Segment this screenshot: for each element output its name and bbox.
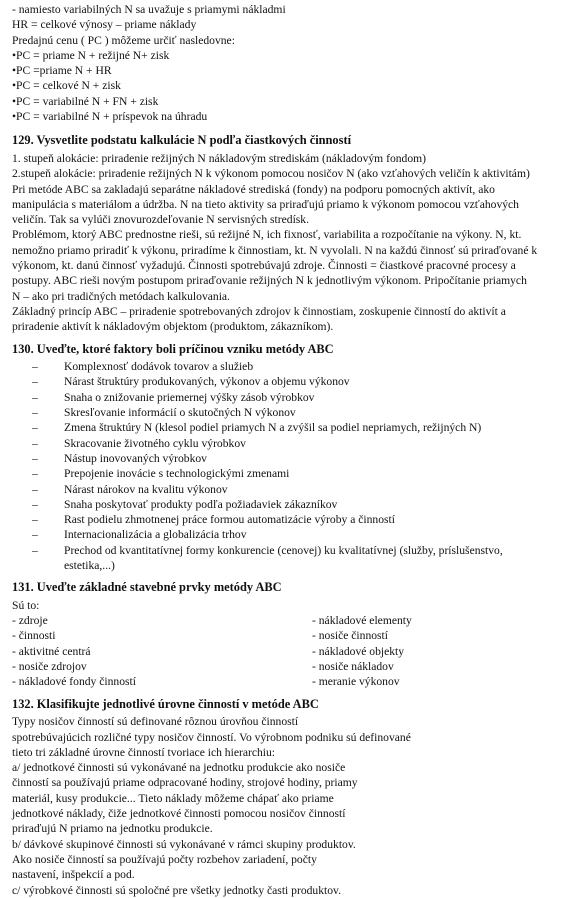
list-item: – Skracovanie životného cyklu výrobkov — [32, 436, 553, 451]
list-item: – Snaha o znižovanie priemernej výšky zásob výrobkov — [32, 390, 553, 405]
text-line: Problémom, ktorý ABC prednostne rieši, sú režijné N, ich fixnosť, variabilita a rozpočítanie na výkony. N, kt. — [12, 228, 522, 242]
element-item: - nosiče činností — [312, 629, 388, 643]
text-line: a/ jednotkové činnosti sú vykonávané na jednotku produkcie ako nosiče — [12, 761, 346, 775]
element-item: - nákladové elementy — [312, 614, 412, 628]
text-line: činností sa používajú priame odpracované hodiny, strojové hodiny, priamy — [12, 776, 358, 790]
text-line: nemožno priamo priradiť k výkonu, priradíme k činnostiam, kt. N vyvolali. N na každú činnosť sú priraďované k — [12, 243, 538, 257]
text-line: výkonom, kt. danú činnosť vyžadujú. Činnosti spotrebúvajú zdroje. Činnosti = čiastkové pracovné procesy a — [12, 259, 516, 273]
list-item: – Skresľovanie informácií o skutočných N výkonov — [32, 405, 553, 420]
text-line: b/ dávkové skupinové činnosti sú vykonávané v rámci skupiny produktov. — [12, 837, 356, 851]
element-item: - nosiče nákladov — [312, 660, 394, 674]
list-item: – Komplexnosť dodávok tovarov a služieb — [32, 359, 553, 374]
section-heading: 131. Uveďte základné stavebné prvky metódy ABC — [12, 580, 282, 595]
bullet-line: •PC = priame N + režijné N+ zisk — [12, 48, 170, 62]
list-item: – Nárast nárokov na kvalitu výkonov — [32, 482, 553, 497]
bullet-line: •PC =priame N + HR — [12, 64, 112, 78]
list-item: – Rast podielu zhmotnenej práce formou automatizácie výroby a činností — [32, 512, 553, 527]
section-130 — [12, 342, 553, 574]
text-line: postupy. ABC rieši novým postupom priraďovanie režijných N k jednotlivým výkonom. Pripočítanie priamych — [12, 274, 527, 288]
list-item: – Prepojenie inovácie s technologickými zmenami — [32, 466, 553, 481]
text-line: priraďujú N priamo na jednotku produkcie. — [12, 822, 213, 836]
text-line: Ako nosiče činností sa používajú počty rozbehov zariadení, počty — [12, 852, 317, 866]
section-132 — [12, 697, 553, 898]
text-line: Typy nosičov činností sú definované rôznou úrovňou činností — [12, 715, 299, 729]
element-item: - činnosti — [12, 629, 56, 643]
element-item: - nákladové fondy činností — [12, 675, 136, 689]
element-columns — [12, 613, 553, 689]
text-line: N – ako pri tradičných metódach kalkulovania. — [12, 289, 230, 303]
section-heading: 132. Klasifikujte jednotlivé úrovne činností v metóde ABC — [12, 696, 319, 711]
text-line: Predajnú cenu ( PC ) môžeme určiť nasledovne: — [12, 33, 235, 47]
text-line: - namiesto variabilných N sa uvažuje s priamymi nákladmi — [12, 3, 286, 16]
list-item: – Zmena štruktúry N (klesol podiel priamych N a zvýšil sa podiel nepriamych, režijných N) — [32, 420, 553, 435]
list-item: – Prechod od kvantitatívnej formy konkurencie (cenovej) ku kvalitatívnej (služby, príslušenstvo, estetika,...) — [32, 543, 553, 574]
text-line: materiál, kusy produkcie... Tieto náklady môžeme chápať ako priame — [12, 791, 334, 805]
bullet-line: •PC = celkové N + zisk — [12, 79, 121, 93]
bullet-line: •PC = variabilné N + príspevok na úhradu — [12, 110, 208, 124]
section-heading: 129. Vysvetlite podstatu kalkulácie N podľa čiastkových činností — [12, 133, 352, 148]
factor-list — [32, 359, 553, 573]
text-line: Základný princíp ABC – priradenie spotrebovaných zdrojov k činnostiam, zoskupenie činností do aktivít a — [12, 304, 506, 318]
text-line: tieto tri základné úrovne činností tvoriace ich hierarchiu: — [12, 745, 276, 759]
text-line: spotrebúvajúcich rozličné typy nosičov činností. Vo výrobnom podniku sú definované — [12, 730, 411, 744]
text-line: Sú to: — [12, 598, 40, 612]
text-line: 1. stupeň alokácie: priradenie režijných N nákladovým strediskám (nákladovým fondom) — [12, 151, 427, 165]
list-item: – Internacionalizácia a globalizácia trhov — [32, 527, 553, 542]
list-item: – Nárast štruktúry produkovaných, výkonov a objemu výkonov — [32, 374, 553, 389]
text-line: HR = celkové výnosy – priame náklady — [12, 18, 197, 32]
section-131 — [12, 580, 553, 689]
section-129 — [12, 133, 553, 334]
list-item: – Snaha poskytovať produkty podľa požiadaviek zákazníkov — [32, 497, 553, 512]
list-item: – Nástup inovovaných výrobkov — [32, 451, 553, 466]
element-item: - meranie výkonov — [312, 675, 400, 689]
text-line: veličín. Tak sa vylúči znovurozdeľovanie N servisných stredísk. — [12, 213, 309, 227]
text-line: manipulácia s materiálom a údržba. N na tieto aktivity sa priraďujú priamo k výkonom pomocou vzťahových — [12, 197, 519, 211]
text-line: priradenie aktivít k nákladovým objektom (produktom, zákazníkom). — [12, 320, 334, 334]
section-heading: 130. Uveďte, ktoré faktory boli príčinou vzniku metódy ABC — [12, 341, 334, 356]
text-line: c/ výrobkové činnosti sú spoločné pre všetky jednotky časti produktov. — [12, 883, 341, 897]
intro-block — [12, 2, 553, 124]
text-line: Pri metóde ABC sa zakladajú separátne nákladové strediská (fondy) na podporu pomocných aktivít, ako — [12, 182, 495, 196]
element-item: - nosiče zdrojov — [12, 660, 87, 674]
element-item: - aktivitné centrá — [12, 644, 91, 658]
bullet-line: •PC = variabilné N + FN + zisk — [12, 94, 159, 108]
text-line: nastavení, inšpekcií a pod. — [12, 868, 135, 882]
text-line: 2.stupeň alokácie: priradenie režijných N k výkonom pomocou nosičov N (ako vzťahových veličín k aktivitám) — [12, 167, 530, 181]
element-item: - zdroje — [12, 614, 48, 628]
text-line: jednotkové náklady, čiže jednotkové činnosti pomocou nosičov činností — [12, 807, 346, 821]
element-item: - nákladové objekty — [312, 644, 405, 658]
